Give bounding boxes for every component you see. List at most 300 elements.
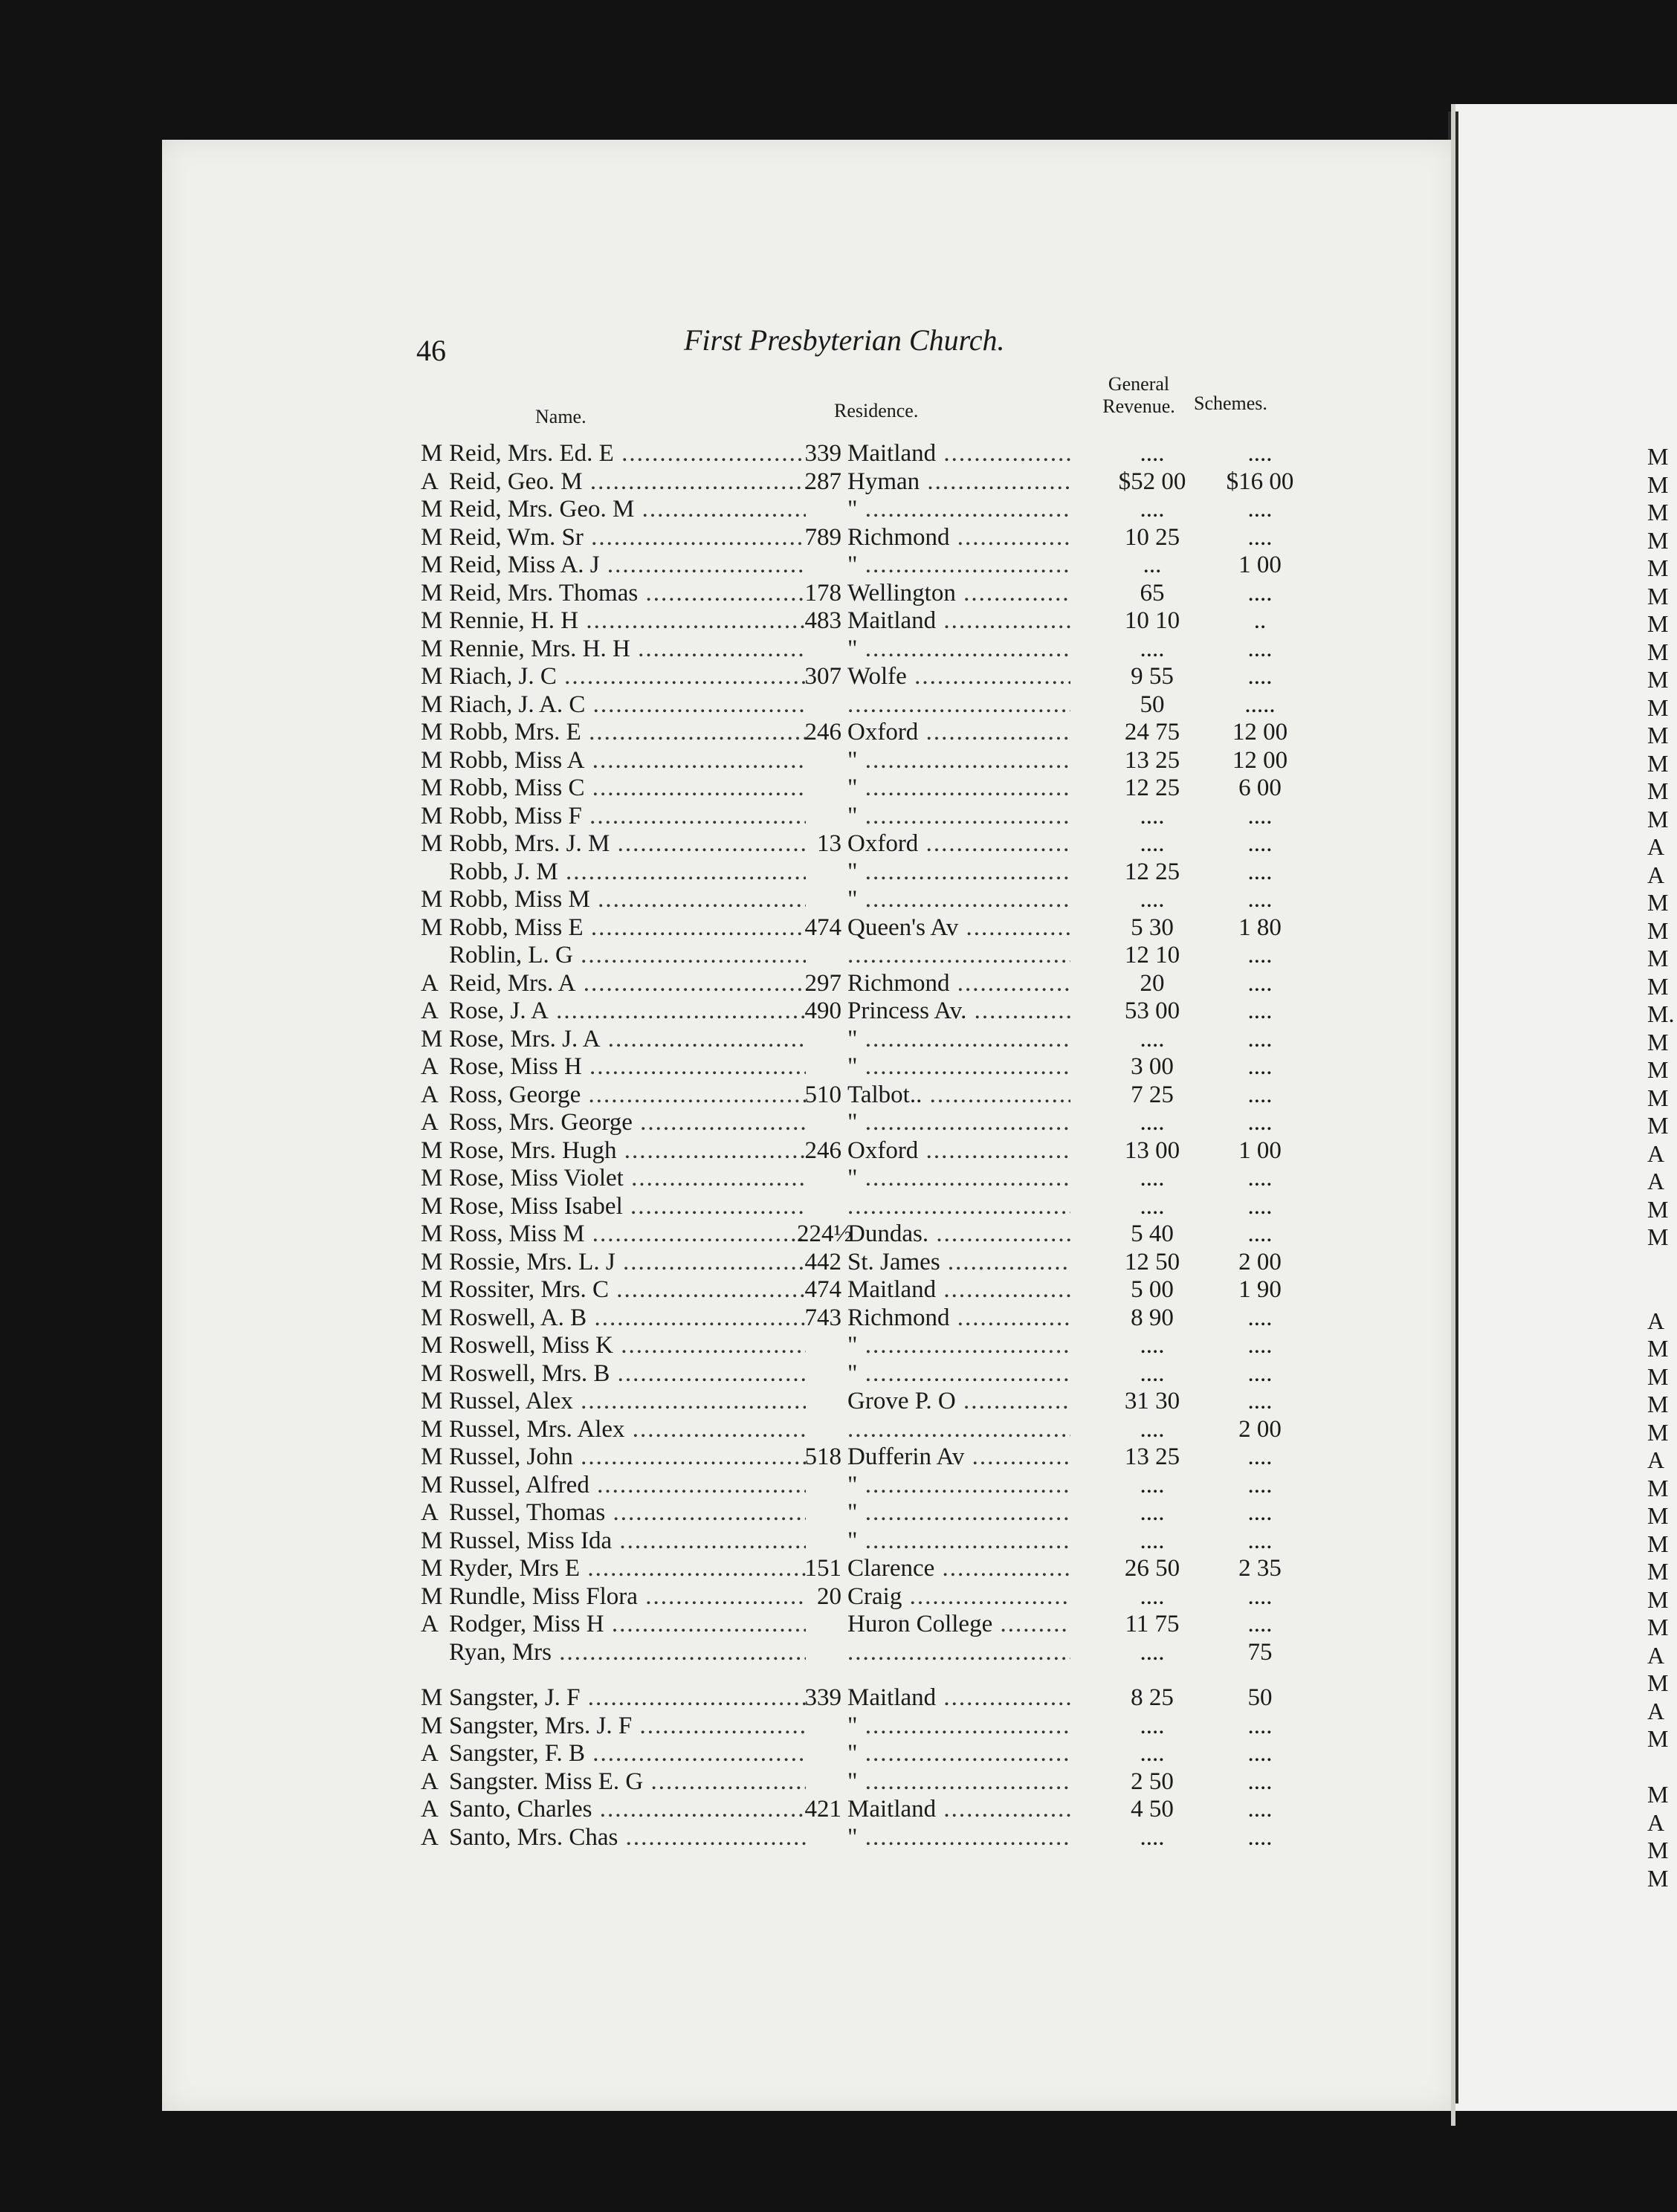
schemes-amount: ....	[1247, 1712, 1273, 1739]
facing-page-letter: A	[1647, 1139, 1665, 1167]
schemes-amount: 2 35	[1238, 1555, 1282, 1582]
general-revenue: ....	[1140, 1823, 1165, 1851]
facing-page-letter: M	[1647, 972, 1669, 1000]
page-number: 46	[416, 334, 446, 367]
facing-page-letter: M	[1647, 499, 1669, 525]
facing-page-letter: A	[1647, 1808, 1665, 1836]
facing-page-letter: M	[1647, 805, 1669, 832]
street-name: " .....	[847, 1360, 1070, 1388]
general-revenue: ....	[1140, 1359, 1165, 1387]
member-name: Robb, Miss M .....	[449, 886, 806, 914]
member-name: Sangster, J. F .....	[449, 1684, 806, 1713]
member-type: M	[421, 1388, 443, 1414]
street-number: 339	[804, 440, 841, 467]
member-name: Reid, Wm. Sr .....	[449, 524, 806, 552]
member-list	[0, 440, 1455, 1852]
general-revenue: 12 25	[1124, 858, 1180, 885]
list-item	[0, 1824, 1455, 1852]
street-number: 483	[804, 607, 841, 634]
street-number: 246	[804, 1136, 841, 1164]
schemes-amount: ....	[1247, 1611, 1273, 1637]
member-type: A	[421, 1109, 439, 1136]
member-type: A	[421, 1768, 439, 1795]
facing-page-letter: M	[1647, 1474, 1669, 1501]
general-revenue: 24 75	[1124, 719, 1180, 746]
schemes-amount: 2 00	[1238, 1415, 1282, 1443]
member-type: M	[421, 913, 443, 941]
general-revenue: 65	[1140, 579, 1165, 607]
column-header-name: Name.	[535, 406, 587, 427]
facing-page-letter: M	[1647, 1530, 1669, 1557]
schemes-amount: 12 00	[1232, 719, 1288, 746]
street-name: Oxford .....	[847, 1137, 1070, 1165]
facing-page-letter: M	[1647, 1223, 1669, 1250]
list-item	[0, 719, 1455, 747]
member-name: Roswell, Mrs. B .....	[449, 1360, 806, 1388]
facing-page-letter: M	[1647, 470, 1669, 498]
list-item	[0, 1796, 1455, 1824]
list-item	[0, 830, 1455, 858]
facing-page-letter: M	[1647, 526, 1669, 554]
general-revenue: 50	[1140, 691, 1165, 718]
general-revenue: ....	[1140, 1415, 1165, 1443]
member-name: Ross, George .....	[449, 1081, 806, 1110]
facing-page-letter: M	[1647, 1335, 1669, 1362]
street-name: " .....	[847, 803, 1070, 831]
member-type: M	[421, 691, 443, 718]
general-revenue: 10 25	[1124, 523, 1180, 551]
street-name: " .....	[847, 496, 1070, 524]
list-item	[0, 858, 1455, 887]
list-item	[0, 580, 1455, 608]
member-name: Ryan, Mrs .....	[449, 1639, 806, 1667]
schemes-amount: 1 00	[1238, 1136, 1282, 1164]
list-item	[0, 636, 1455, 664]
member-type: M	[421, 1471, 443, 1498]
general-revenue: ....	[1140, 440, 1165, 467]
member-name: Reid, Miss A. J .....	[449, 552, 806, 580]
street-number: 13	[817, 830, 841, 857]
member-name: Reid, Mrs. Geo. M .....	[449, 496, 806, 524]
list-item	[0, 1768, 1455, 1797]
street-name: " .....	[847, 552, 1070, 580]
list-item	[0, 552, 1455, 580]
general-revenue: 5 00	[1131, 1276, 1174, 1303]
general-revenue: 13 25	[1124, 746, 1180, 774]
general-revenue: ....	[1140, 1109, 1165, 1136]
facing-page-letter: M	[1647, 1418, 1669, 1446]
schemes-amount: 6 00	[1238, 774, 1282, 801]
schemes-amount: ....	[1247, 997, 1273, 1024]
member-type: M	[421, 1165, 443, 1191]
street-name: Oxford .....	[847, 830, 1070, 858]
facing-page-letter	[1647, 1279, 1674, 1307]
facing-page-letter: M	[1647, 1558, 1669, 1585]
member-type: M	[421, 635, 443, 662]
member-name: Santo, Mrs. Chas .....	[449, 1824, 806, 1852]
facing-page-letter: M	[1647, 889, 1669, 916]
facing-page-letter: M	[1647, 945, 1669, 971]
list-item	[0, 997, 1455, 1026]
member-name: Rossiter, Mrs. C .....	[449, 1276, 806, 1304]
member-name: Russel, Alfred .....	[449, 1472, 806, 1500]
member-name: Rose, Miss Isabel .....	[449, 1193, 806, 1221]
street-name: Maitland .....	[847, 1684, 1070, 1713]
list-item	[0, 1499, 1455, 1527]
list-item	[0, 747, 1455, 775]
member-type: A	[421, 969, 439, 997]
member-name: Rundle, Miss Flora .....	[449, 1583, 806, 1611]
facing-page-letter: A	[1647, 1697, 1665, 1724]
list-item	[0, 1193, 1455, 1221]
list-item	[0, 1740, 1455, 1768]
facing-page-letter: M	[1647, 443, 1669, 470]
facing-page	[1455, 104, 1677, 2111]
facing-page-letter: M	[1647, 1028, 1669, 1055]
member-type: M	[421, 1276, 443, 1303]
member-name: Rose, Mrs. Hugh .....	[449, 1137, 806, 1165]
general-revenue: 26 50	[1124, 1555, 1180, 1582]
member-type: M	[421, 1332, 443, 1359]
member-name: Russel, Alex .....	[449, 1388, 806, 1416]
member-type: M	[421, 886, 443, 913]
list-item	[0, 1332, 1455, 1360]
facing-page-letter: M	[1647, 1614, 1669, 1640]
member-type: A	[421, 1823, 439, 1851]
member-name: Riach, J. C .....	[449, 663, 806, 691]
schemes-amount: $16 00	[1226, 468, 1294, 495]
street-name: Maitland .....	[847, 1796, 1070, 1824]
member-name: Robb, Mrs. E .....	[449, 719, 806, 747]
schemes-amount: 2 00	[1238, 1248, 1282, 1275]
member-type: M	[421, 1684, 443, 1711]
member-type: A	[421, 1081, 439, 1108]
list-item	[0, 1137, 1455, 1165]
member-name: Reid, Geo. M .....	[449, 468, 806, 497]
street-name	[847, 942, 1070, 970]
facing-page-letter: M	[1647, 1391, 1669, 1417]
member-name: Robb, Miss F .....	[449, 803, 806, 831]
facing-page-letter: A	[1647, 1641, 1665, 1669]
member-type: M	[421, 719, 443, 746]
schemes-amount: ....	[1247, 1582, 1273, 1610]
general-revenue: 7 25	[1131, 1081, 1174, 1108]
list-item	[0, 1109, 1455, 1137]
list-item	[0, 1276, 1455, 1304]
member-type: M	[421, 830, 443, 857]
street-number: 474	[804, 1276, 841, 1303]
list-item	[0, 803, 1455, 831]
street-name: Wolfe .....	[847, 663, 1070, 691]
street-name: Craig .....	[847, 1583, 1070, 1611]
member-name: Robb, Miss C .....	[449, 774, 806, 803]
member-name: Robb, Miss E .....	[449, 914, 806, 942]
member-type: M	[421, 802, 443, 830]
street-name	[847, 1416, 1070, 1444]
general-revenue: 5 40	[1131, 1220, 1174, 1247]
general-revenue: ....	[1140, 830, 1165, 857]
facing-page-letter: M	[1647, 1502, 1669, 1529]
member-type: A	[421, 1499, 439, 1526]
general-revenue: ...	[1143, 552, 1162, 578]
facing-page-letter: A	[1647, 1307, 1665, 1334]
schemes-amount: ....	[1247, 1823, 1273, 1851]
general-revenue: 12 25	[1124, 774, 1180, 801]
general-revenue: 8 25	[1131, 1684, 1174, 1711]
member-type: A	[421, 1053, 439, 1080]
schemes-amount: 1 00	[1238, 552, 1282, 578]
street-number: 442	[804, 1248, 841, 1275]
street-name: Maitland .....	[847, 607, 1070, 636]
list-item	[0, 607, 1455, 636]
list-item	[0, 1165, 1455, 1193]
member-type: M	[421, 663, 443, 690]
column-header-revenue: Revenue.	[1102, 395, 1175, 417]
member-type: M	[421, 496, 443, 523]
street-name: Oxford .....	[847, 719, 1070, 747]
facing-page-letter: M	[1647, 693, 1669, 721]
facing-page-letter: M	[1647, 1195, 1669, 1223]
member-name: Sangster, F. B .....	[449, 1740, 806, 1768]
street-name: " .....	[847, 774, 1070, 803]
general-revenue: ....	[1140, 1165, 1165, 1191]
schemes-amount: ....	[1247, 496, 1273, 523]
member-name: Russel, Thomas .....	[449, 1499, 806, 1527]
member-name: Riach, J. A. C .....	[449, 691, 806, 719]
street-number: 287	[804, 468, 841, 495]
member-name: Roblin, L. G .....	[449, 942, 806, 970]
general-revenue: 11 75	[1125, 1611, 1180, 1637]
street-number: 307	[804, 663, 841, 690]
facing-page-letter: M	[1647, 777, 1669, 804]
schemes-amount: ....	[1247, 663, 1273, 690]
facing-page-letter: M	[1647, 1084, 1669, 1111]
member-name: Reid, Mrs. Thomas .....	[449, 580, 806, 608]
street-name: Princess Av. .....	[847, 997, 1070, 1026]
street-name: " .....	[847, 1165, 1070, 1193]
member-type: M	[421, 774, 443, 801]
column-header-general-revenue	[1087, 373, 1191, 418]
general-revenue: 31 30	[1124, 1388, 1180, 1414]
facing-page-letter: M	[1647, 1112, 1669, 1139]
street-number: 490	[804, 997, 841, 1024]
schemes-amount: ....	[1247, 1527, 1273, 1554]
street-number: 518	[804, 1443, 841, 1470]
facing-page-letter	[1647, 1753, 1674, 1782]
facing-page-letter: M	[1647, 722, 1669, 748]
member-name: Reid, Mrs. Ed. E .....	[449, 440, 806, 468]
schemes-amount: 12 00	[1232, 746, 1288, 774]
street-name: Grove P. O .....	[847, 1388, 1070, 1416]
schemes-amount: ....	[1247, 1332, 1273, 1359]
schemes-amount: ....	[1247, 1359, 1273, 1387]
list-item	[0, 1555, 1455, 1583]
list-item	[0, 1472, 1455, 1500]
member-name: Santo, Charles .....	[449, 1796, 806, 1824]
facing-page-letter: M	[1647, 1725, 1669, 1752]
general-revenue: ....	[1140, 496, 1165, 523]
street-number: 178	[804, 579, 841, 607]
member-type: M	[421, 1025, 443, 1052]
schemes-amount: ....	[1247, 523, 1273, 551]
street-number: 246	[804, 719, 841, 746]
member-name: Robb, Miss A .....	[449, 747, 806, 775]
schemes-amount: 75	[1247, 1638, 1273, 1666]
member-name: Rose, J. A .....	[449, 997, 806, 1026]
general-revenue: ....	[1140, 1740, 1165, 1767]
general-revenue: ....	[1140, 635, 1165, 662]
street-name: " .....	[847, 1472, 1070, 1500]
schemes-amount: ....	[1247, 802, 1273, 830]
facing-page-letter: M	[1647, 638, 1669, 665]
general-revenue: ....	[1140, 802, 1165, 830]
schemes-amount: ....	[1247, 1081, 1273, 1108]
facing-page-letter: M	[1647, 916, 1669, 944]
facing-page-letter: M	[1647, 1864, 1669, 1892]
schemes-amount: ....	[1247, 830, 1273, 857]
list-item	[0, 1527, 1455, 1556]
list-item	[0, 440, 1455, 468]
general-revenue: ....	[1140, 1332, 1165, 1359]
list-item	[0, 774, 1455, 803]
street-name: Dufferin Av .....	[847, 1443, 1070, 1472]
facing-page-letter: M	[1647, 554, 1669, 581]
schemes-amount: ....	[1247, 1053, 1273, 1080]
general-revenue: ....	[1140, 1527, 1165, 1554]
member-type: A	[421, 468, 439, 495]
schemes-amount: ....	[1247, 1109, 1273, 1136]
member-type: M	[421, 579, 443, 607]
member-type: M	[421, 1220, 443, 1247]
general-revenue: 20	[1140, 969, 1165, 997]
street-name: Wellington .....	[847, 580, 1070, 608]
general-revenue: 3 00	[1131, 1053, 1174, 1080]
schemes-amount: ....	[1247, 1165, 1273, 1191]
member-name: Rodger, Miss H .....	[449, 1611, 806, 1639]
street-name: " .....	[847, 1740, 1070, 1768]
schemes-amount: ....	[1247, 579, 1273, 607]
member-name: Rose, Mrs. J. A .....	[449, 1026, 806, 1054]
facing-page-letter: M	[1647, 582, 1669, 609]
member-type: M	[421, 1192, 443, 1220]
schemes-amount: ....	[1247, 1471, 1273, 1498]
general-revenue: ....	[1140, 1499, 1165, 1526]
list-item	[0, 970, 1455, 998]
member-type: M	[421, 1415, 443, 1443]
facing-page-letter: M	[1647, 1585, 1669, 1613]
general-revenue: ....	[1140, 1192, 1165, 1220]
schemes-amount: ....	[1247, 1304, 1273, 1331]
list-item	[0, 496, 1455, 524]
street-name: Maitland .....	[847, 440, 1070, 468]
member-name: Rennie, Mrs. H. H .....	[449, 636, 806, 664]
member-name: Rennie, H. H .....	[449, 607, 806, 636]
general-revenue: ....	[1140, 1712, 1165, 1739]
list-item	[0, 1220, 1455, 1249]
facing-page-letter: A	[1647, 833, 1665, 860]
general-revenue: ....	[1140, 1025, 1165, 1052]
street-number: 297	[804, 969, 841, 997]
member-name: Russel, John .....	[449, 1443, 806, 1472]
facing-page-letter: M	[1647, 1669, 1669, 1696]
street-number: 510	[804, 1081, 841, 1108]
schemes-amount: ....	[1247, 1025, 1273, 1052]
general-revenue: 53 00	[1124, 997, 1180, 1024]
schemes-amount: ..	[1253, 607, 1267, 634]
member-type: M	[421, 1136, 443, 1164]
member-name: Sangster. Miss E. G .....	[449, 1768, 806, 1797]
member-type: M	[421, 1527, 443, 1554]
member-name: Reid, Mrs. A .....	[449, 970, 806, 998]
list-item	[0, 1639, 1455, 1667]
schemes-amount: ....	[1247, 886, 1273, 913]
list-item	[0, 1583, 1455, 1611]
general-revenue: 8 90	[1131, 1304, 1174, 1331]
list-item	[0, 1416, 1455, 1444]
street-name: " .....	[847, 1332, 1070, 1360]
member-name: Rose, Miss Violet .....	[449, 1165, 806, 1193]
street-number: 474	[804, 913, 841, 941]
list-item	[0, 524, 1455, 552]
list-item	[0, 886, 1455, 914]
street-name: " .....	[847, 886, 1070, 914]
list-item	[0, 1713, 1455, 1741]
list-item	[0, 914, 1455, 942]
street-name: " .....	[847, 1109, 1070, 1137]
member-type: M	[421, 1248, 443, 1275]
general-revenue: 5 30	[1131, 913, 1174, 941]
member-type: M	[421, 1359, 443, 1387]
facing-page-letter: M	[1647, 749, 1669, 777]
facing-page-letter: M	[1647, 1362, 1669, 1390]
member-type: A	[421, 1740, 439, 1767]
list-item	[0, 468, 1455, 497]
street-name	[847, 1639, 1070, 1667]
column-header-residence: Residence.	[834, 400, 919, 421]
member-type: M	[421, 746, 443, 774]
street-name: " .....	[847, 858, 1070, 887]
schemes-amount: ....	[1247, 1796, 1273, 1823]
street-name: " .....	[847, 636, 1070, 664]
list-item	[0, 1360, 1455, 1388]
street-name: Richmond .....	[847, 970, 1070, 998]
schemes-amount: ....	[1247, 1499, 1273, 1526]
list-item	[0, 942, 1455, 970]
general-revenue: 2 50	[1131, 1768, 1174, 1795]
list-item	[0, 1611, 1455, 1639]
street-name: Talbot.. .....	[847, 1081, 1070, 1110]
facing-page-letter	[1647, 1252, 1674, 1280]
street-name: Maitland .....	[847, 1276, 1070, 1304]
member-name: Sangster, Mrs. J. F .....	[449, 1713, 806, 1741]
general-revenue: 13 25	[1124, 1443, 1180, 1470]
street-name: " .....	[847, 1053, 1070, 1081]
schemes-amount: ....	[1247, 942, 1273, 968]
list-item	[0, 1304, 1455, 1333]
street-number: 743	[804, 1304, 841, 1331]
member-type: M	[421, 1443, 443, 1470]
member-name: Russel, Mrs. Alex .....	[449, 1416, 806, 1444]
street-name	[847, 691, 1070, 719]
facing-page-letter: A	[1647, 1168, 1665, 1194]
street-number: 224½	[797, 1220, 853, 1247]
facing-page-letters	[1647, 443, 1674, 1892]
list-item	[0, 1684, 1455, 1713]
street-name: Dundas. .....	[847, 1220, 1070, 1249]
facing-page-letter: M	[1647, 610, 1669, 637]
street-name: " .....	[847, 747, 1070, 775]
facing-page-letter: M	[1647, 1781, 1669, 1808]
